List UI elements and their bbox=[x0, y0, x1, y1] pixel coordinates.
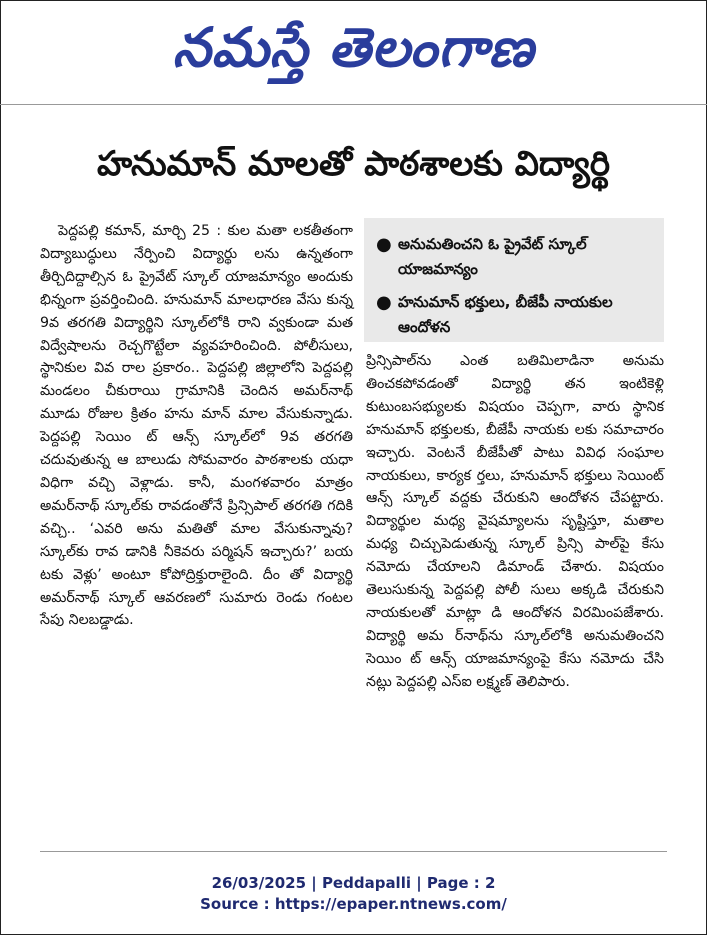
article-column-left bbox=[40, 220, 353, 632]
masthead-logo: నమస్తే తెలంగాణ bbox=[172, 16, 535, 79]
masthead-divider bbox=[0, 104, 707, 105]
footer-source: Source : https://epaper.ntnews.com/ bbox=[200, 895, 507, 913]
article-body-right: ప్రిన్సిపాల్‌ను ఎంత బతిమిలాడినా అనుమ తించకపోవడంతో విద్యార్థి తన ఇంటికెళ్లి కుటుంబసభ్యులకు విషయం చెప్పగా, వారు స్థానిక హనుమాన్ భక్తులకు, బీజేపీ నాయకు లకు సమాచారం ఇచ్చారు. వెంటనే బీజేపీతో పాటు వివిధ సంఘాల నాయకులు, కార్యక ర్తలు, హనుమాన్ భక్తులు సెయింట్ ఆన్స్ స్కూల్ వద్దకు చేరుకుని ఆందోళన చేపట్టారు. విద్యార్థుల మధ్య వైషమ్యాలను సృష్టిస్తూ, మతాల మధ్య చిచ్చుపెడుతున్న స్కూల్ ప్రిన్సి పాల్‌పై కేసు నమోదు చేయాలని డిమాండ్ చేశారు. విషయం తెలుసుకున్న పెద్దపల్లి పోలీ సులు అక్కడి చేరుకుని నాయకులతో మాట్లా డి ఆందోళన విరమింపజేశారు. విద్యార్థి అమ ర్‌నాథ్‌ను స్కూల్‌లోకి అనుమతించని సెయిం ట్ ఆన్స్ యాజమాన్యంపై కేసు నమోదు చేసి నట్లు పెద్దపల్లి ఎస్ఐ లక్ష్మణ్ తెలిపారు. bbox=[366, 353, 664, 690]
highlight-text: అనుమతించని ఓ ప్రైవేట్ స్కూల్ యాజమాన్యం bbox=[398, 235, 587, 278]
article-headline: హనుమాన్ మాలతో పాఠశాలకు విద్యార్థి bbox=[96, 144, 610, 184]
bullet-icon: ● bbox=[376, 292, 392, 313]
highlight-text: హనుమాన్ భక్తులు, బీజేపీ నాయకుల ఆందోళన bbox=[398, 293, 613, 336]
article-body-left: పెద్దపల్లి కమాన్, మార్చి 25 : కుల మతా లకతీతంగా విద్యాబుద్ధులు నేర్పించి విద్యార్థు లను ఉన్నతంగా తీర్చిదిద్దాల్సిన ఓ ప్రైవేట్ స్కూల్ యాజమాన్యం అందుకు భిన్నంగా ప్రవర్తించింది. హనుమాన్ మాలధారణ వేసు కున్న 9వ తరగతి విద్యార్థిని స్కూల్‌లోకి రాని వ్వకుండా మత విద్వేషాలను రెచ్చగొట్టేలా వ్యవహరించింది. పోలీసులు, స్థానికుల వివ రాల ప్రకారం.. పెద్దపల్లి జిల్లాలోని పెద్దపల్లి మండలం చీకురాయి గ్రామానికి చెందిన అమర్‌నాథ్ మూడు రోజుల క్రితం హను మాన్ మాల వేసుకున్నాడు. పెద్దపల్లి సెయిం ట్ ఆన్స్ స్కూల్‌లో 9వ తరగతి చదువుతున్న ఆ బాలుడు సోమవారం పాఠశాలకు యధా విధిగా వచ్చి వెళ్లాడు. కానీ, మంగళవారం మాత్రం అమర్‌నాథ్ స్కూల్‌కు రావడంతోనే ప్రిన్సిపాల్ తరగతి గదికి వచ్చి.. ‘ఎవరి అను మతితో మాల వేసుకున్నావు? స్కూల్‌కు రావ డానికి నీకెవరు పర్మిషన్ ఇచ్చారు?’ బయ టకు వెళ్లు’ అంటూ కోపోద్రిక్తురాలైంది. దీం తో విద్యార్థి అమర్‌నాథ్ స్కూల్ ఆవరణలో సుమారు రెండు గంటల సేపు నిలబడ్డాడు. bbox=[40, 223, 353, 629]
highlight-item bbox=[376, 232, 656, 282]
highlight-item bbox=[376, 290, 656, 340]
highlights-box bbox=[364, 218, 664, 342]
footer-date-page: 26/03/2025 | Peddapalli | Page : 2 bbox=[211, 874, 496, 892]
highlights-list bbox=[364, 218, 664, 340]
article-column-right bbox=[366, 350, 664, 694]
bullet-icon: ● bbox=[376, 234, 392, 255]
footer-divider bbox=[40, 851, 667, 852]
